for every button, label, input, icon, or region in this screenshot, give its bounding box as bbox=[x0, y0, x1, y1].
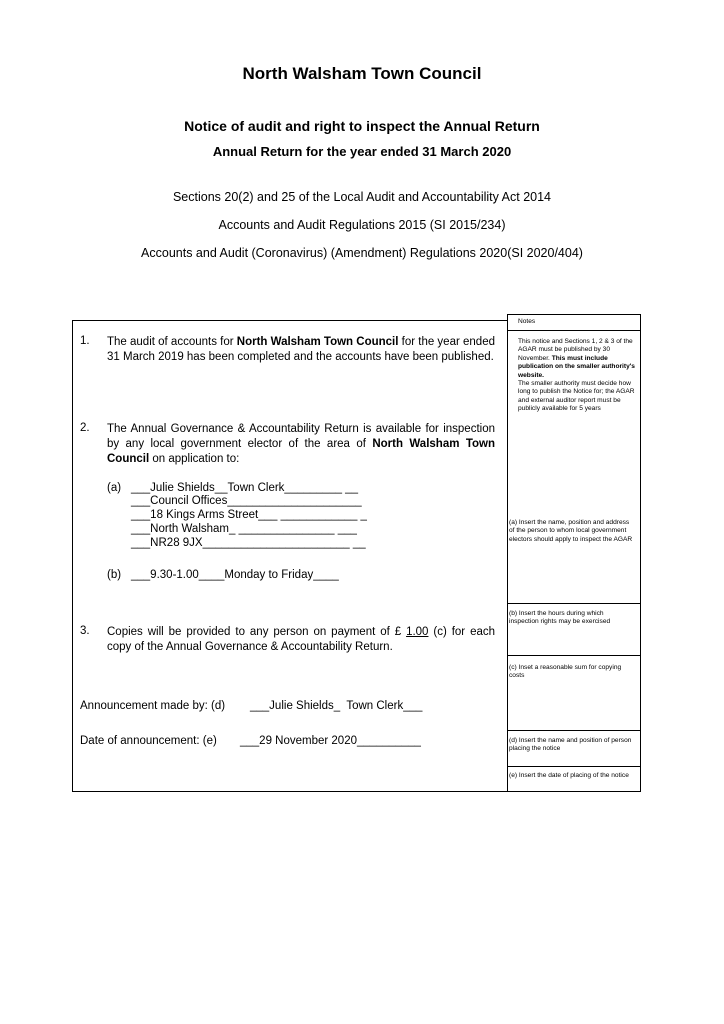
notice-title: Notice of audit and right to inspect the Annual Return bbox=[184, 118, 540, 134]
legislation-line-2: Accounts and Audit Regulations 2015 (SI 2015/234) bbox=[218, 218, 506, 232]
notice-body-box bbox=[72, 320, 508, 792]
item-3-number: 3. bbox=[80, 625, 90, 637]
note-a: (a) Insert the name, position and address of the person to whom local government electors should apply to inspect the AGAR bbox=[509, 519, 633, 543]
contact-line-1: ___Julie Shields__Town Clerk_________ __ bbox=[131, 482, 358, 494]
contact-line-5: ___NR28 9JX_______________________ __ bbox=[131, 537, 366, 549]
note-b: (b) Insert the hours during which inspection rights may be exercised bbox=[509, 610, 611, 626]
note-c: (c) Inset a reasonable sum for copying costs bbox=[509, 664, 622, 680]
item-2-text: The Annual Governance & Accountability Return is available for inspection by any local government elector of the area of North Walsham Town Council on application to: bbox=[107, 423, 496, 465]
hours-label-b: (b) bbox=[107, 569, 122, 581]
contact-line-2: ___Council Offices_____________________ bbox=[131, 495, 362, 507]
note-publication: This notice and Sections 1, 2 & 3 of the AGAR must be published by 30 November. This must include publication on the smaller authority's website. The smaller authority must decide how long to publish the Notice for; the AGAR and external auditor report must be publicly available for 5 years bbox=[518, 338, 635, 413]
contact-line-4: ___North Walsham_ _______________ ___ bbox=[131, 523, 357, 535]
notes-divider-top bbox=[507, 330, 641, 331]
year-line: Annual Return for the year ended 31 March 2020 bbox=[212, 144, 512, 159]
announcement-date-value: ___29 November 2020__________ bbox=[240, 735, 421, 747]
note-e: (e) Insert the date of placing of the notice bbox=[509, 772, 629, 779]
inspection-hours: ___9.30-1.00____Monday to Friday____ bbox=[131, 569, 339, 581]
legislation-line-3: Accounts and Audit (Coronavirus) (Amendment) Regulations 2020(SI 2020/404) bbox=[141, 246, 583, 260]
announcement-made-by-label: Announcement made by: (d) bbox=[80, 700, 226, 712]
announcement-made-by-value: ___Julie Shields_ Town Clerk___ bbox=[250, 700, 423, 712]
item-3-text: Copies will be provided to any person on payment of £ 1.00 (c) for each copy of the Annual Governance & Accountability Return. bbox=[107, 626, 496, 653]
notes-divider-c bbox=[507, 655, 641, 656]
notes-heading: Notes bbox=[518, 318, 536, 325]
council-title: North Walsham Town Council bbox=[242, 64, 482, 83]
notes-divider-b bbox=[507, 603, 641, 604]
announcement-date-label: Date of announcement: (e) bbox=[80, 735, 217, 747]
notes-divider-e bbox=[507, 766, 641, 767]
contact-line-3: ___18 Kings Arms Street___ ____________ _ bbox=[131, 509, 367, 521]
copy-fee-amount: 1.00 bbox=[406, 626, 429, 638]
contact-label-a: (a) bbox=[107, 482, 122, 494]
legislation-line-1: Sections 20(2) and 25 of the Local Audit and Accountability Act 2014 bbox=[172, 190, 552, 204]
notes-divider-d bbox=[507, 730, 641, 731]
note-d: (d) Insert the name and position of person placing the notice bbox=[509, 737, 632, 753]
item-1-number: 1. bbox=[80, 335, 90, 347]
item-2-number: 2. bbox=[80, 422, 90, 434]
item-1-text: The audit of accounts for North Walsham Town Council for the year ended 31 March 2019 has been completed and the accounts have been published. bbox=[107, 336, 495, 363]
